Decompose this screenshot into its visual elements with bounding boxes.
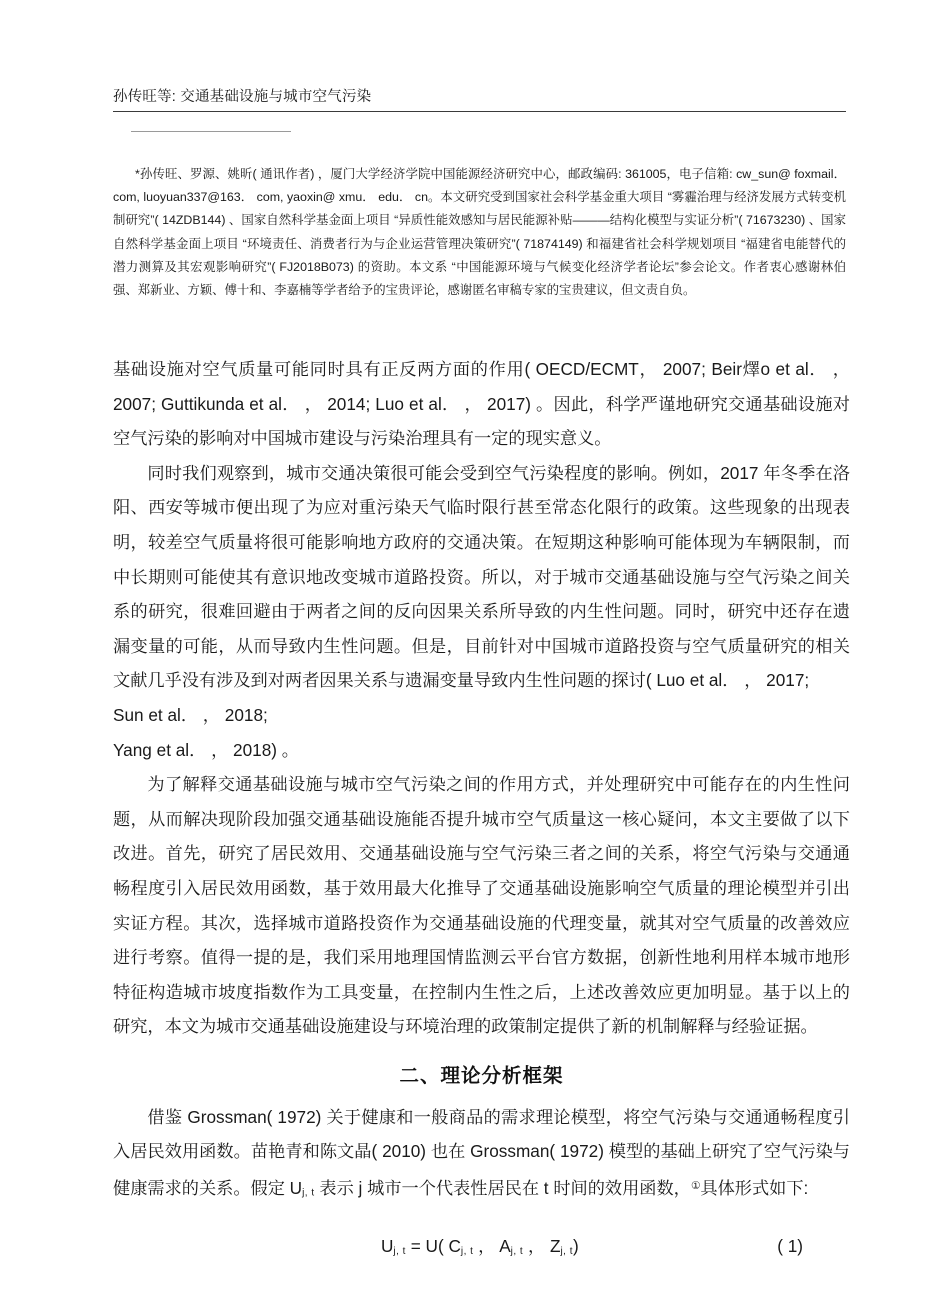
orphan-line-yang: Yang et al． ， 2018) 。 — [113, 739, 299, 760]
equation-arg3-subscript: j, t — [560, 1246, 573, 1258]
footnote-marker: * — [135, 167, 140, 181]
section-lead-text-part1: 借鉴 Grossman( 1972) 关于健康和一般商品的需求理论模型，将空气污染与交通通畅程度引入居民效用函数。苗艳青和陈文晶( 2010) 也在 Grossman( 1972) 模型的基础上研究了空气污染与健康需求的关系。假定 U — [113, 1106, 850, 1198]
equation-lhs-variable: U — [381, 1236, 394, 1257]
equation-separator-1: ， A — [473, 1236, 511, 1257]
equation-number: ( 1) — [777, 1236, 803, 1257]
footnote-reference-marker: ① — [690, 1180, 701, 1193]
orphan-line-sun: Sun et al． ， 2018; — [113, 704, 268, 725]
footnote-block — [113, 163, 846, 302]
equation-close-paren: ) — [572, 1236, 579, 1257]
paragraph-section-lead — [113, 1100, 850, 1211]
equation-lhs-subscript: j, t — [393, 1246, 406, 1258]
equation-arg1-subscript: j, t — [460, 1246, 474, 1258]
utility-subscript-1: j, t — [302, 1187, 315, 1199]
section-lead-text-part3: 具体形式如下: — [700, 1177, 809, 1198]
section-heading: 二、理论分析框架 — [399, 1064, 564, 1087]
equation-equals-open: = U( C — [405, 1236, 461, 1257]
paragraph-3: 为了解释交通基础设施与城市空气污染之间的作用方式，并处理研究中可能存在的内生性问题，从而解决现阶段加强交通基础设施能否提升城市空气质量这一核心疑问，本文主要做了以下改进。首先，研究了居民效用、交通基础设施与空气污染三者之间的关系，将空气污染与交通通畅程度引入居民效用函数，基于效用最大化推导了交通基础设施影响空气质量的理论模型并引出实证方程。其次，选择城市道路投资作为交通基础设施的代理变量，就其对空气质量的改善效应进行考察。值得一提的是，我们采用地理国情监测云平台官方数据，创新性地利用样本城市地形特征构造城市坡度指数作为工具变量，在控制内生性之后，上述改善效应更加明显。基于以上的研究，本文为城市交通基础设施建设与环境治理的政策制定提供了新的机制解释与经验证据。 — [113, 774, 850, 1037]
footnote-text: 孙传旺、罗源、姚昕( 通讯作者) ，厦门大学经济学院中国能源经济研究中心，邮政编码: 361005，电子信箱: cw_sun@ foxmail． com, luoyuan337@163． com, yaoxin@ xmu． edu． cn。本文研究受到国家社会科学基金重大项目 “雾霾治理与经济发展方式转变机制研究”( 14ZDB144) 、国家自然科学基金面上项目 “异质性能效感知与居民能源补贴———结构化模型与实证分析”( 71673230) 、国家自然科学基金面上项目 “环境责任、消费者行为与企业运营管理决策研究”( 71874149) 和福建省社会科学规划项目 “福建省电能替代的潜力测算及其宏观影响研究”( FJ2018B073) 的资助。本文系 “中国能源环境与气候变化经济学者论坛”参会论文。作者衷心感谢林伯强、郑新业、方颖、傅十和、李嘉楠等学者给予的宝贵评论，感谢匿名审稿专家的宝贵建议，但文责自负。 — [113, 167, 846, 298]
body-column — [113, 352, 850, 1263]
equation-row-1 — [113, 1229, 850, 1263]
header-rule — [113, 111, 846, 112]
paragraph-2: 同时我们观察到，城市交通决策很可能会受到空气污染程度的影响。例如，2017 年冬季在洛阳、西安等城市便出现了为应对重污染天气临时限行甚至常态化限行的政策。这些现象的出现表明，较差空气质量将很可能影响地方政府的交通决策。在短期这种影响可能体现为车辆限制，而中长期则可能使其有意识地改变城市道路投资。所以，对于城市交通基础设施与空气污染之间关系的研究，很难回避由于两者之间的反向因果关系所导致的内生性问题。同时，研究中还存在遗漏变量的可能，从而导致内生性问题。但是，目前针对中国城市道路投资与空气质量研究的相关文献几乎没有涉及到对两者因果关系与遗漏变量导致内生性问题的探讨( Luo et al． ， 2017; — [113, 462, 850, 691]
footnote-separator-rule — [131, 131, 291, 132]
equation-arg2-subscript: j, t — [510, 1246, 524, 1258]
paragraph-1: 基础设施对空气质量可能同时具有正反两方面的作用( OECD/ECMT， 2007; Beir燡o et al． ， 2007; Guttikunda et al． ， 2014; Luo et al． ， 2017) 。因此，科学严谨地研究交通基础设施对空气污染的影响对中国城市建设与污染治理具有一定的现实意义。 — [113, 359, 850, 449]
equation-separator-2: ， Z — [523, 1236, 561, 1257]
running-head: 孙传旺等: 交通基础设施与城市空气污染 — [113, 89, 372, 105]
section-lead-text-part2: 表示 j 城市一个代表性居民在 t 时间的效用函数， — [314, 1177, 691, 1198]
equation-expression — [381, 1229, 579, 1269]
